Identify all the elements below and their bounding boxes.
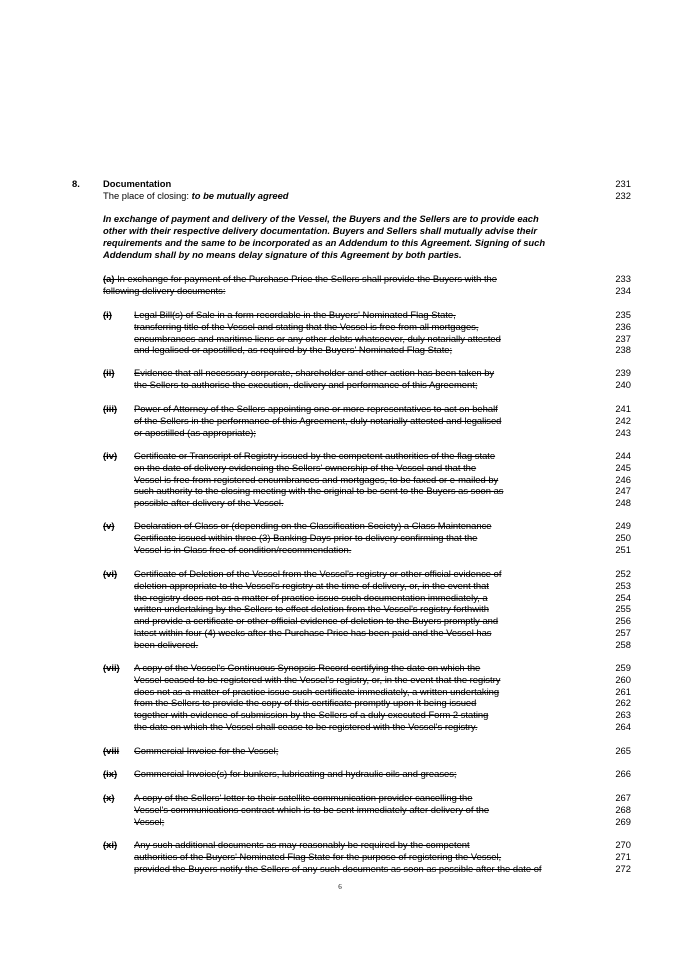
item-line: A copy of the Sellers' letter to their satellite communication provider cancelling the bbox=[134, 792, 473, 803]
item-line: A copy of the Vessel's Continuous Synopsis Record certifying the date on which the bbox=[134, 662, 481, 673]
line-number: 234 bbox=[615, 285, 631, 296]
item-line: from the Sellers to provide the copy of this certificate promptly upon it being issued bbox=[134, 697, 477, 709]
item-line: Vessel ceased to be registered with the Vessel's registry, or, in the event that the registry bbox=[134, 673, 501, 685]
item-line: encumbrances and maritime liens or any other debts whatsoever, duly notarially attested bbox=[134, 332, 501, 344]
line-number: 254 bbox=[615, 591, 631, 603]
item-line: Legal Bill(s) of Sale in a form recordable in the Buyers' Nominated Flag State, bbox=[134, 309, 456, 320]
item-line: transferring title of the Vessel and stating that the Vessel is free from all mortgages, bbox=[134, 320, 479, 332]
line-number: 270 bbox=[615, 839, 631, 850]
item-line: Vessel's communications contract which is to be sent immediately after delivery of the bbox=[134, 803, 490, 815]
item-label: (ix) bbox=[103, 768, 118, 779]
line-number: 257 bbox=[615, 627, 631, 638]
line-number: 235 bbox=[615, 309, 631, 320]
line-number: 245 bbox=[615, 461, 631, 473]
item-label: (vi) bbox=[103, 568, 118, 579]
line-number: 262 bbox=[615, 697, 631, 709]
item-line: been delivered. bbox=[134, 638, 199, 650]
clause-line: following delivery documents: bbox=[103, 285, 226, 296]
item-line: Commercial Invoice for the Vessel; bbox=[134, 745, 279, 756]
line-number: 232 bbox=[615, 190, 631, 201]
line-number: 256 bbox=[615, 615, 631, 627]
line-number: 268 bbox=[615, 803, 631, 815]
line-number: 247 bbox=[615, 485, 631, 497]
closing-value: to be mutually agreed bbox=[191, 190, 289, 201]
item-label: (xi) bbox=[103, 839, 118, 850]
item-line: written undertaking by the Sellers to effect deletion from the Vessel's registry forthwith bbox=[134, 603, 489, 615]
line-number: 236 bbox=[615, 320, 631, 332]
paragraph-line: other with their respective delivery documentation. Buyers and Sellers shall mutually advise their bbox=[103, 225, 537, 236]
item-line: Any such additional documents as may reasonably be required by the competent bbox=[134, 839, 470, 850]
line-number: 238 bbox=[615, 344, 631, 356]
line-number: 267 bbox=[615, 792, 631, 803]
item-line: Evidence that all necessary corporate, shareholder and other action has been taken by bbox=[134, 367, 495, 378]
section-number: 8. bbox=[72, 178, 80, 189]
line-number: 231 bbox=[615, 178, 631, 189]
line-number: 237 bbox=[615, 332, 631, 344]
item-line: and provide a certificate or other official evidence of deletion to the Buyers promptly and bbox=[134, 615, 499, 627]
line-number: 272 bbox=[615, 862, 631, 874]
closing-label: The place of closing: bbox=[103, 190, 189, 201]
item-line: Certificate issued within three (3) Banking Days prior to delivery confirming that the bbox=[134, 531, 478, 543]
line-number: 246 bbox=[615, 473, 631, 485]
item-line: provided the Buyers notify the Sellers of any such documents as soon as possible after the date of bbox=[134, 862, 542, 874]
item-label: (vii) bbox=[103, 662, 120, 673]
item-line: of the Sellers in the performance of this Agreement, duly notarially attested and legalised bbox=[134, 414, 502, 426]
line-number: 243 bbox=[615, 426, 631, 438]
paragraph-line: In exchange of payment and delivery of the Vessel, the Buyers and the Sellers are to provide each bbox=[103, 213, 539, 224]
line-number: 263 bbox=[615, 709, 631, 721]
paragraph-line: requirements and the same to be incorporated as an Addendum to this Agreement. Signing of such bbox=[103, 237, 546, 248]
item-line: and legalised or apostilled, as required by the Buyers' Nominated Flag State; bbox=[134, 344, 453, 356]
item-line: Vessel; bbox=[134, 815, 165, 827]
item-line: on the date of delivery evidencing the Sellers' ownership of the Vessel and that the bbox=[134, 461, 477, 473]
line-number: 255 bbox=[615, 603, 631, 615]
line-number: 253 bbox=[615, 579, 631, 591]
item-label: (iii) bbox=[103, 403, 118, 414]
item-line: Certificate of Deletion of the Vessel from the Vessel's registry or other official evidence of bbox=[134, 568, 502, 579]
closing-place bbox=[103, 190, 289, 202]
line-number: 241 bbox=[615, 403, 631, 414]
item-line: such authority to the closing meeting with the original to be sent to the Buyers as soon as bbox=[134, 485, 504, 497]
item-line: deletion appropriate to the Vessel's registry at the time of delivery, or, in the event that bbox=[134, 579, 489, 591]
item-line: the Sellers to authorise the execution, delivery and performance of this Agreement; bbox=[134, 378, 478, 390]
item-line: Vessel is free from registered encumbrances and mortgages, to be faxed or e-mailed by bbox=[134, 473, 499, 485]
item-line: together with evidence of submission by the Sellers of a duly executed Form 2 stating bbox=[134, 709, 489, 721]
line-number: 248 bbox=[615, 497, 631, 509]
line-number: 251 bbox=[615, 543, 631, 555]
item-label: (x) bbox=[103, 792, 115, 803]
item-line: Commercial Invoice(s) for bunkers, lubricating and hydraulic oils and greases; bbox=[134, 768, 457, 779]
line-number: 261 bbox=[615, 685, 631, 697]
item-line: latest within four (4) weeks after the Purchase Price has been paid and the Vessel has bbox=[134, 627, 492, 638]
item-label: (i) bbox=[103, 309, 112, 320]
line-number: 271 bbox=[615, 850, 631, 862]
item-label: (iv) bbox=[103, 450, 118, 461]
line-number: 233 bbox=[615, 273, 631, 284]
line-number: 250 bbox=[615, 531, 631, 543]
item-line: authorities of the Buyers' Nominated Flag State for the purpose of registering the Vessel, bbox=[134, 850, 502, 862]
line-number: 264 bbox=[615, 721, 631, 732]
line-number: 240 bbox=[615, 378, 631, 390]
line-number: 244 bbox=[615, 450, 631, 461]
item-line: the date on which the Vessel shall cease to be registered with the Vessel's registry. bbox=[134, 721, 478, 732]
page-number: 6 bbox=[338, 883, 342, 891]
paragraph-line: Addendum shall by no means delay signature of this Agreement by both parties. bbox=[103, 249, 462, 260]
clause-text: In exchange for payment of the Purchase Price the Sellers shall provide the Buyers with the bbox=[117, 273, 497, 284]
item-line: Power of Attorney of the Sellers appointing one or more representatives to act on behalf bbox=[134, 403, 498, 414]
item-line: Declaration of Class or (depending on the Classification Society) a Class Maintenance bbox=[134, 520, 492, 531]
clause-line bbox=[103, 273, 497, 285]
clause-label: (a) bbox=[103, 273, 115, 284]
item-label: (v) bbox=[103, 520, 115, 531]
item-label: (viii bbox=[103, 745, 120, 756]
item-line: Certificate or Transcript of Registry issued by the competent authorities of the flag state bbox=[134, 450, 496, 461]
line-number: 266 bbox=[615, 768, 631, 779]
line-number: 260 bbox=[615, 673, 631, 685]
line-number: 259 bbox=[615, 662, 631, 673]
line-number: 239 bbox=[615, 367, 631, 378]
item-line: possible after delivery of the Vessel. bbox=[134, 497, 284, 509]
item-label: (ii) bbox=[103, 367, 115, 378]
line-number: 265 bbox=[615, 745, 631, 756]
line-number: 242 bbox=[615, 414, 631, 426]
section-title: Documentation bbox=[103, 178, 172, 189]
line-number: 258 bbox=[615, 638, 631, 650]
line-number: 269 bbox=[615, 815, 631, 827]
line-number: 249 bbox=[615, 520, 631, 531]
item-line: Vessel is in Class free of condition/recommendation. bbox=[134, 543, 352, 555]
line-number: 252 bbox=[615, 568, 631, 579]
item-line: the registry does not as a matter of practice issue such documentation immediately, a bbox=[134, 591, 488, 603]
item-line: does not as a matter of practice issue such certificate immediately, a written undertaking bbox=[134, 685, 500, 697]
item-line: or apostilled (as appropriate); bbox=[134, 426, 256, 438]
